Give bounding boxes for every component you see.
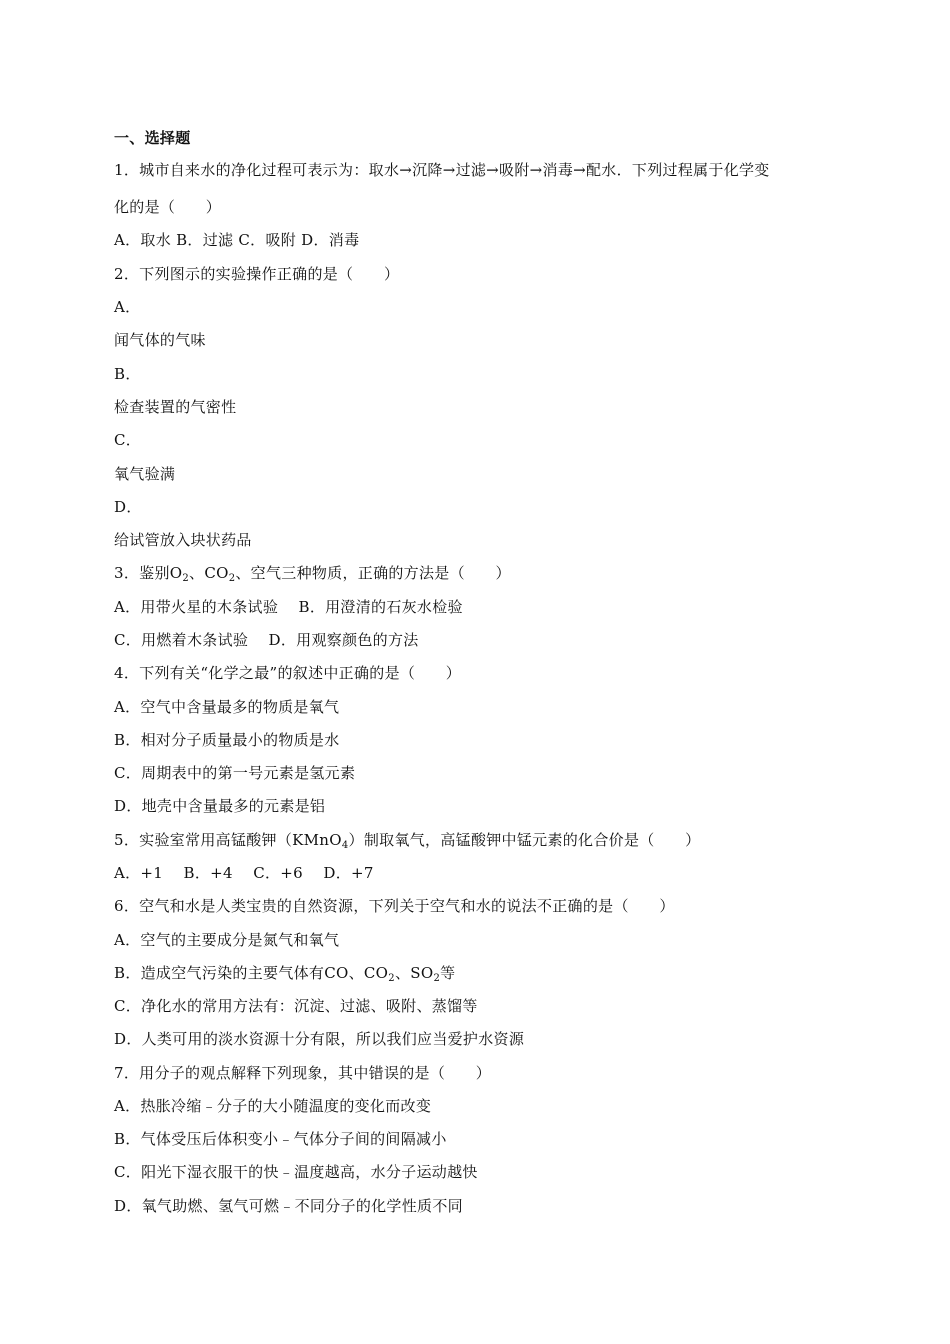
q2-option-b-caption: 检查装置的气密性: [114, 398, 237, 416]
q4-option-c: C．周期表中的第一号元素是氢元素: [114, 764, 356, 782]
q7-option-b: B．气体受压后体积变小﹣气体分子间的间隔减小: [114, 1130, 447, 1148]
q3-stem-prefix: 3．鉴别O: [114, 564, 183, 582]
q6-option-b-sub2: 2: [433, 973, 441, 984]
q6-option-b-prefix: B．造成空气污染的主要气体有CO、CO: [114, 964, 389, 982]
q2-option-b-letter: B．: [114, 365, 141, 383]
q3-stem-mid: 、CO: [189, 564, 229, 582]
q6-option-b-mid: 、SO: [394, 964, 434, 982]
q6-option-c: C．净化水的常用方法有：沉淀、过滤、吸附、蒸馏等: [114, 997, 478, 1015]
q2-stem: 2．下列图示的实验操作正确的是（ ）: [114, 265, 400, 283]
q6-option-b-sub1: 2: [388, 973, 395, 984]
q4-option-a: A．空气中含量最多的物质是氧气: [114, 698, 340, 716]
section-title: 一、选择题: [114, 129, 191, 147]
q1-stem-line1: 1．城市自来水的净化过程可表示为：取水→沉降→过滤→吸附→消毒→配水．下列过程属于化学变: [114, 161, 770, 179]
q4-stem: 4．下列有关“化学之最”的叙述中正确的是（ ）: [114, 664, 462, 682]
q5-stem-suffix: ）制取氧气，高锰酸钾中锰元素的化合价是（ ）: [348, 831, 701, 849]
q2-option-a-caption: 闻气体的气味: [114, 331, 206, 349]
q6-option-a: A．空气的主要成分是氮气和氧气: [114, 931, 340, 949]
q3-stem-sub2: 2: [228, 573, 236, 584]
q3-stem-suffix: 、空气三种物质，正确的方法是（ ）: [235, 564, 511, 582]
q7-option-c: C．阳光下湿衣服干的快﹣温度越高，水分子运动越快: [114, 1163, 478, 1181]
q3-options-line2: C．用燃着木条试验 D．用观察颜色的方法: [114, 631, 419, 649]
q2-option-a-letter: A．: [114, 298, 141, 316]
q5-stem: [114, 830, 700, 850]
q1-stem-line2: 化的是（ ）: [114, 198, 222, 216]
q4-option-b: B．相对分子质量最小的物质是水: [114, 731, 340, 749]
q3-options-line1: A．用带火星的木条试验 B．用澄清的石灰水检验: [114, 598, 463, 616]
q2-option-c-caption: 氧气验满: [114, 465, 176, 483]
q5-options: A．+1 B．+4 C．+6 D．+7: [114, 864, 374, 882]
q6-option-d: D．人类可用的淡水资源十分有限，所以我们应当爱护水资源: [114, 1030, 525, 1048]
q7-option-d: D．氧气助燃、氢气可燃﹣不同分子的化学性质不同: [114, 1197, 463, 1215]
q7-option-a: A．热胀冷缩﹣分子的大小随温度的变化而改变: [114, 1097, 432, 1115]
q7-stem: 7．用分子的观点解释下列现象，其中错误的是（ ）: [114, 1064, 492, 1082]
q2-option-c-letter: C．: [114, 431, 142, 449]
q1-options: A．取水 B．过滤 C．吸附 D．消毒: [114, 231, 360, 249]
q6-stem: 6．空气和水是人类宝贵的自然资源，下列关于空气和水的说法不正确的是（ ）: [114, 897, 675, 915]
q6-option-b-suffix: 等: [440, 964, 456, 982]
q5-stem-sub: 4: [341, 840, 349, 851]
q3-stem: [114, 563, 511, 583]
q4-option-d: D．地壳中含量最多的元素是铝: [114, 797, 326, 815]
q5-stem-prefix: 5．实验室常用高锰酸钾（KMnO: [114, 831, 342, 849]
q2-option-d-letter: D．: [114, 498, 142, 516]
q6-option-b: [114, 963, 455, 983]
q3-stem-sub1: 2: [182, 573, 190, 584]
q2-option-d-caption: 给试管放入块状药品: [114, 531, 252, 549]
